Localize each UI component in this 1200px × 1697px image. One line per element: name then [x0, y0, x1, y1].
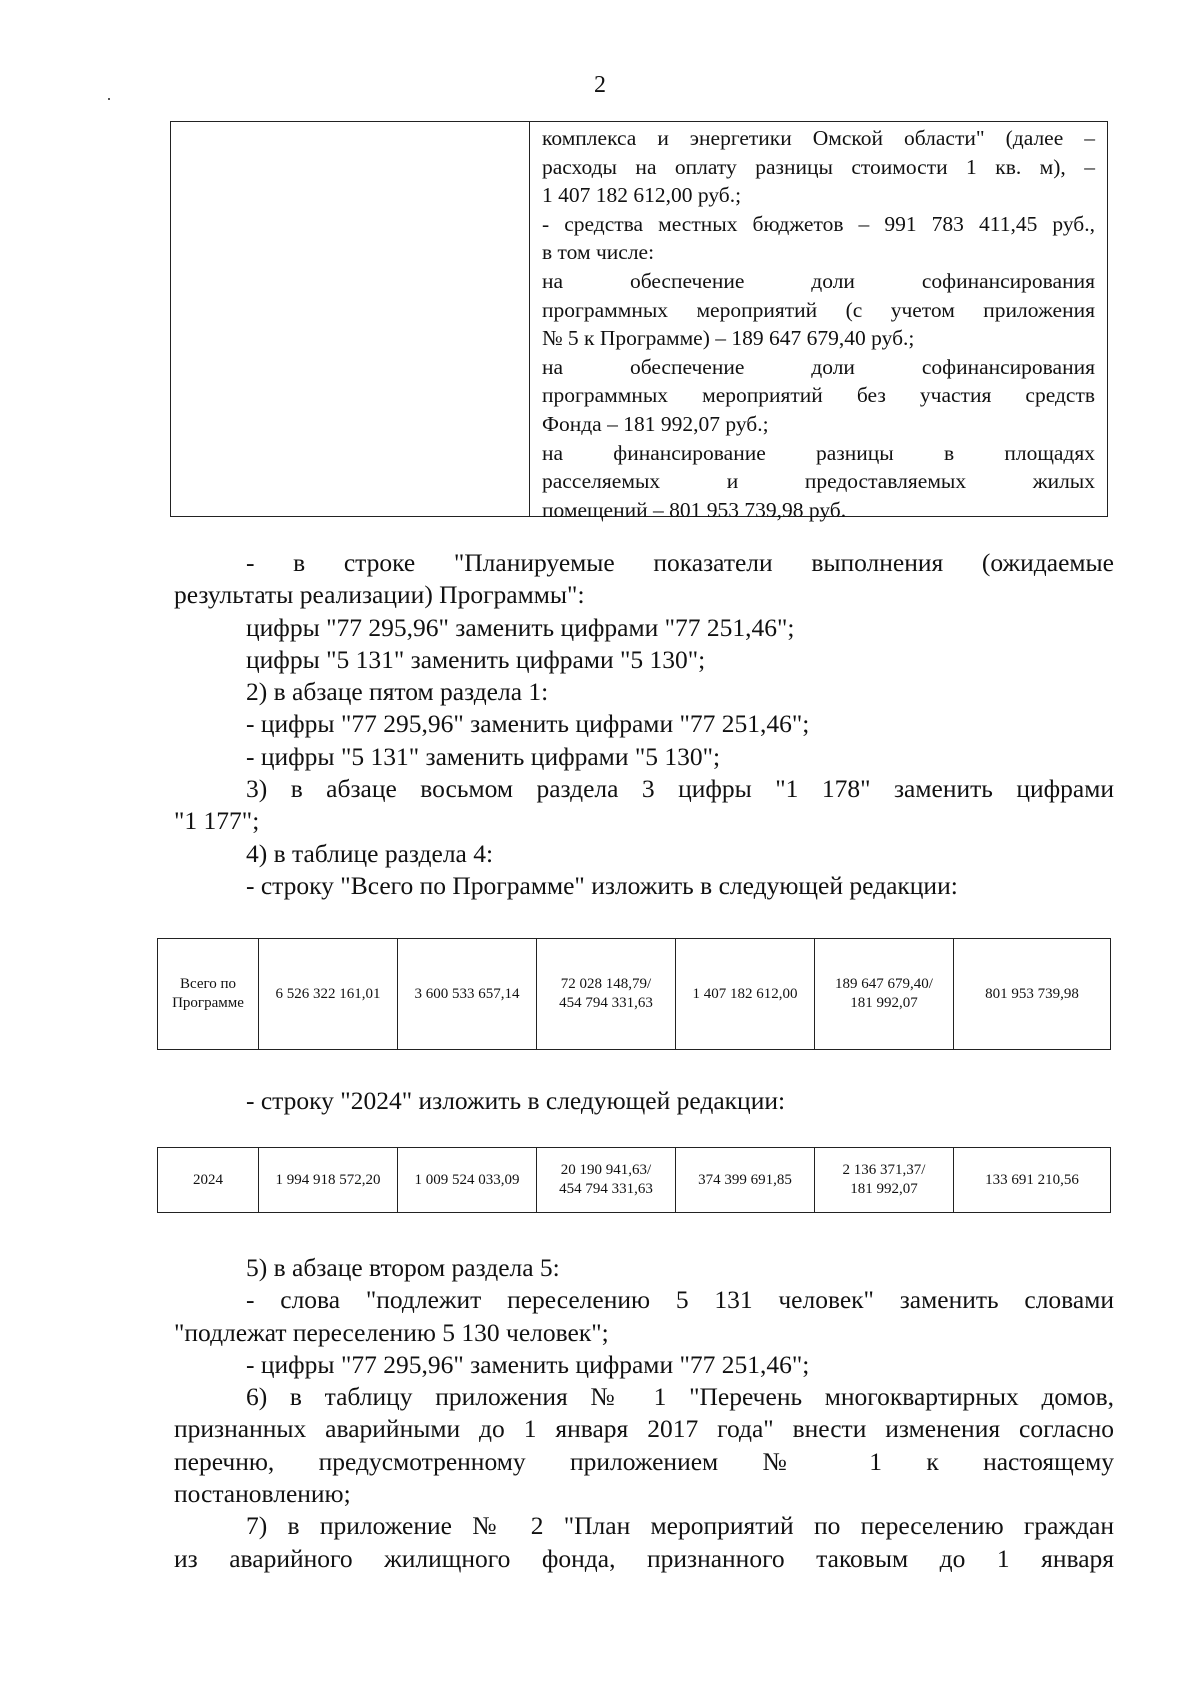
amendment-2024-intro [174, 1085, 1114, 1117]
funding-line: расселяемых и предоставляемых жилых [542, 469, 1095, 494]
paragraph: постановлению; [174, 1479, 351, 1509]
paragraph: 4) в таблице раздела 4: [246, 838, 494, 868]
paragraph: "подлежат переселению 5 130 человек"; [174, 1317, 609, 1347]
paragraph: 6) в таблицу приложения № 1 "Перечень многоквартирных домов, [246, 1382, 1114, 1412]
value-cell: 1 994 918 572,20 [259, 1148, 398, 1213]
paragraph: 3) в абзаце восьмом раздела 3 цифры "1 178" заменить цифрами [246, 774, 1114, 804]
funding-line: - средства местных бюджетов – 991 783 411,45 руб., [542, 211, 1095, 236]
row-label-line: Всего по [179, 976, 237, 992]
paragraph: результаты реализации) Программы": [174, 580, 585, 610]
paragraph: - слова "подлежит переселению 5 131 человек" заменить словами [246, 1285, 1114, 1315]
page-number: 2 [594, 72, 606, 98]
paragraph: 5) в абзаце втором раздела 5: [246, 1253, 560, 1282]
row-label-line: Программе [172, 995, 244, 1011]
value-cell: 3 600 533 657,14 [398, 939, 537, 1050]
funding-line: помещений – 801 953 739,98 руб. [542, 497, 847, 522]
table-row [158, 939, 1111, 1050]
paragraph: - цифры "77 295,96" заменить цифрами "77 251,46"; [246, 709, 810, 739]
value-cell [815, 939, 954, 1050]
paragraph: цифры "5 131" заменить цифрами "5 130"; [246, 644, 706, 674]
value-line: 454 794 331,63 [559, 1181, 653, 1197]
funding-line: Фонда – 181 992,07 руб.; [542, 411, 769, 436]
paragraph: 7) в приложение № 2 "План мероприятий по переселению граждан [246, 1511, 1114, 1541]
value-line: 72 028 148,79/ [560, 976, 652, 992]
value-cell: 801 953 739,98 [954, 939, 1111, 1050]
value-cell: 133 691 210,56 [954, 1148, 1111, 1213]
paragraph: - строку "2024" изложить в следующей редакции: [246, 1086, 786, 1115]
funding-line: 1 407 182 612,00 руб.; [542, 183, 742, 208]
year-2024-table [157, 1147, 1111, 1213]
paragraph: из аварийного жилищного фонда, признанного таковым до 1 января [174, 1543, 1114, 1573]
funding-line: на обеспечение доли софинансирования [542, 354, 1095, 379]
value-cell: 6 526 322 161,01 [259, 939, 398, 1050]
total-program-table [157, 938, 1111, 1050]
value-line: 181 992,07 [850, 1181, 918, 1197]
paragraph: перечню, предусмотренному приложением № 1 к настоящему [174, 1446, 1114, 1476]
funding-table-continuation [170, 121, 1108, 522]
funding-line: № 5 к Программе) – 189 647 679,40 руб.; [542, 326, 915, 351]
amendments-block-1 [174, 547, 1114, 902]
funding-line: программных мероприятий (с учетом приложения [542, 297, 1095, 322]
paragraph: - строку "Всего по Программе" изложить в следующей редакции: [246, 870, 958, 900]
paragraph: 2) в абзаце пятом раздела 1: [246, 677, 549, 707]
value-line: 20 190 941,63/ [560, 1162, 652, 1178]
empty-left-cell [171, 122, 530, 516]
value-line: 2 136 371,37/ [842, 1162, 926, 1178]
value-line: 454 794 331,63 [559, 995, 653, 1011]
funding-line: на финансирование разницы в площадях [542, 440, 1095, 465]
paragraph: - в строке "Планируемые показатели выполнения (ожидаемые [246, 548, 1114, 577]
row-label-cell: 2024 [158, 1148, 259, 1213]
value-cell [537, 1148, 676, 1213]
scan-speck [108, 98, 110, 100]
row-label-cell [158, 939, 259, 1050]
value-cell: 374 399 691,85 [676, 1148, 815, 1213]
funding-line: на обеспечение доли софинансирования [542, 268, 1095, 293]
funding-description-cell [530, 122, 1107, 522]
value-line: 181 992,07 [850, 995, 918, 1011]
amendments-block-2 [174, 1252, 1114, 1575]
paragraph: признанных аварийными до 1 января 2017 года" внести изменения согласно [174, 1414, 1114, 1444]
paragraph: "1 177"; [174, 806, 260, 836]
paragraph: цифры "77 295,96" заменить цифрами "77 251,46"; [246, 612, 795, 642]
paragraph: - цифры "77 295,96" заменить цифрами "77 251,46"; [246, 1349, 810, 1379]
funding-line: расходы на оплату разницы стоимости 1 кв. м), – [542, 154, 1095, 179]
funding-line: программных мероприятий без участия средств [542, 383, 1095, 408]
value-cell [537, 939, 676, 1050]
table-row [158, 1148, 1111, 1213]
value-cell [815, 1148, 954, 1213]
value-cell: 1 407 182 612,00 [676, 939, 815, 1050]
value-line: 189 647 679,40/ [835, 976, 933, 992]
funding-line: комплекса и энергетики Омской области" (далее – [542, 126, 1095, 150]
value-cell: 1 009 524 033,09 [398, 1148, 537, 1213]
funding-line: в том числе: [542, 240, 655, 265]
paragraph: - цифры "5 131" заменить цифрами "5 130"; [246, 741, 721, 771]
